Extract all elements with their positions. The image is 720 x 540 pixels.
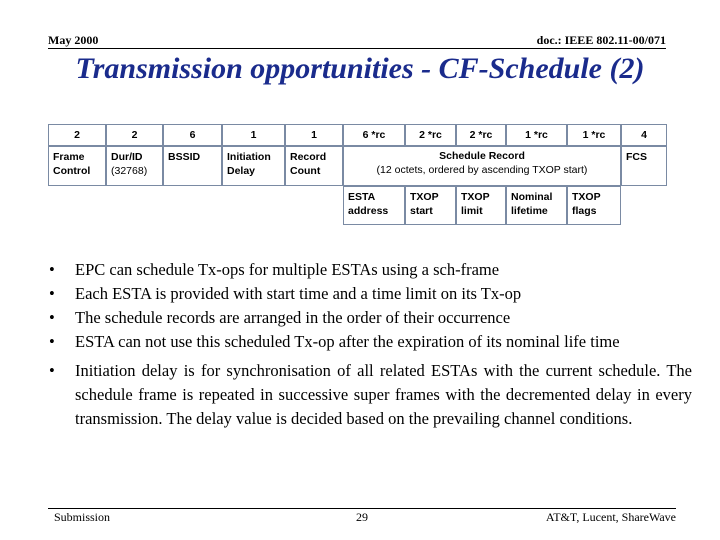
- field-dur-id: Dur/ID (32768): [106, 146, 163, 186]
- bullet-icon: •: [49, 260, 55, 279]
- field-initiation-delay: Initiation Delay: [222, 146, 285, 186]
- size-txop-flags: 1 *rc: [567, 124, 621, 146]
- size-txop-start: 2 *rc: [405, 124, 456, 146]
- bullet-item: • ESTA can not use this scheduled Tx-op after the expiration of its nominal life time: [56, 330, 692, 354]
- page-number: 29: [356, 510, 368, 524]
- size-nominal-lifetime: 1 *rc: [506, 124, 567, 146]
- size-bssid: 6: [163, 124, 222, 146]
- bullet-item: • EPC can schedule Tx-ops for multiple ESTAs using a sch-frame: [56, 258, 692, 282]
- field-record-count: Record Count: [285, 146, 343, 186]
- size-record-count: 1: [285, 124, 343, 146]
- size-esta-address: 6 *rc: [343, 124, 405, 146]
- footer-authors: AT&T, Lucent, ShareWave: [545, 510, 676, 524]
- footer-submission: Submission: [54, 510, 111, 524]
- bullet-list: [49, 258, 692, 431]
- size-init-delay: 1: [222, 124, 285, 146]
- slide-title: Transmission opportunities - CF-Schedule (2): [75, 52, 645, 85]
- bullet-icon: •: [49, 361, 55, 380]
- subfield-nominal-lifetime: Nominal lifetime: [506, 186, 567, 225]
- bullet-item: • Each ESTA is provided with start time and a time limit on its Tx-op: [56, 282, 692, 306]
- subfield-txop-start: TXOP start: [405, 186, 456, 225]
- size-dur-id: 2: [106, 124, 163, 146]
- size-txop-limit: 2 *rc: [456, 124, 506, 146]
- field-frame-control: Frame Control: [48, 146, 106, 186]
- header-doc-id: doc.: IEEE 802.11-00/071: [536, 33, 666, 47]
- bullet-item: • Initiation delay is for synchronisation of all related ESTAs with the current schedule. The schedule frame is repeated in successive super frames with the decremented delay in every transmission. The delay value is decided based on the prevailing channel conditions.: [49, 361, 692, 428]
- field-bssid: BSSID: [163, 146, 222, 186]
- subfield-esta-address: ESTA address: [343, 186, 405, 225]
- bullet-icon: •: [49, 332, 55, 351]
- header-rule: [48, 48, 666, 49]
- field-schedule-record: Schedule Record (12 octets, ordered by ascending TXOP start): [343, 146, 621, 186]
- subfield-txop-limit: TXOP limit: [456, 186, 506, 225]
- subfield-txop-flags: TXOP flags: [567, 186, 621, 225]
- footer-rule: [48, 508, 676, 509]
- header-date: May 2000: [48, 33, 99, 47]
- field-fcs: FCS: [621, 146, 667, 186]
- size-fcs: 4: [621, 124, 667, 146]
- frame-format-diagram: [48, 124, 667, 225]
- bullet-icon: •: [49, 284, 55, 303]
- size-frame-control: 2: [48, 124, 106, 146]
- bullet-icon: •: [49, 308, 55, 327]
- bullet-item: • The schedule records are arranged in the order of their occurrence: [56, 306, 692, 330]
